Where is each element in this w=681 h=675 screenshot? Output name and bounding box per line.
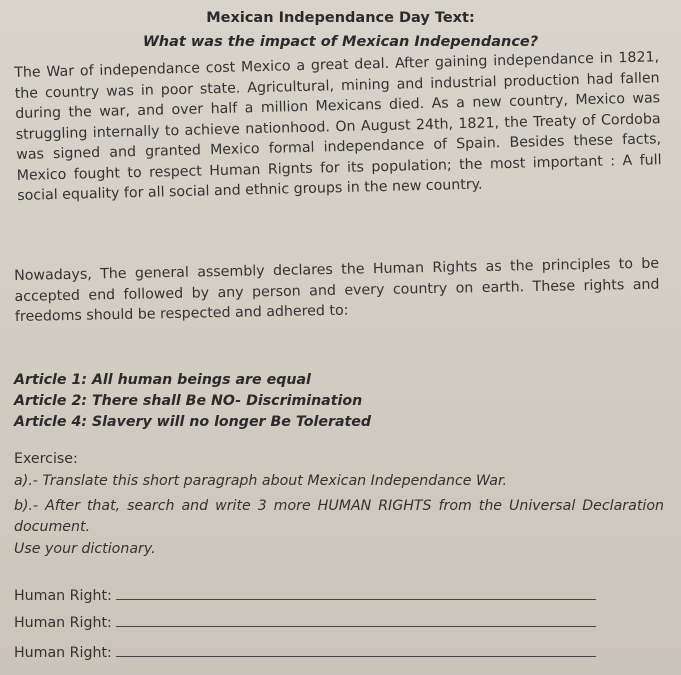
article-4: Article 4: Slavery will no longer Be Tolerated: [14, 414, 372, 430]
answer-blank-line[interactable]: [116, 625, 596, 627]
human-right-label: Human Right:: [14, 588, 112, 604]
human-right-row: [14, 588, 596, 604]
human-right-label: Human Right:: [14, 645, 112, 661]
paragraph-human-rights: Nowadays, The general assembly declares the Human Rights as the principles to be accepted end followed by any person and every country on earth. These rights and freedoms should be respected and adhered to:: [14, 255, 660, 325]
article-1: Article 1: All human beings are equal: [14, 372, 311, 388]
paragraph-history: The War of independance cost Mexico a great deal. After gaining independance in 1821, the country was in poor state. Agricultural, mining and industrial production had fallen during the war, and over half a million Mexicans died. As a new country, Mexico was struggling internally to achieve nationhood. On August 24th, 1821, the Treaty of Cordoba was signed and granted Mexico formal independance of Spain. Besides these facts, Mexico fought to respect Human Rignts for its population; the most important : A full social equality for all social and ethnic groups in the new country.: [14, 49, 662, 204]
exercise-heading: Exercise:: [14, 451, 78, 467]
worksheet-title: Mexican Independance Day Text:: [206, 10, 475, 26]
exercise-item-c: Use your dictionary.: [14, 541, 156, 557]
human-right-row: [14, 645, 596, 661]
answer-blank-line[interactable]: [116, 598, 596, 600]
human-right-label: Human Right:: [14, 615, 112, 631]
answer-blank-line[interactable]: [116, 655, 596, 657]
article-2: Article 2: There shall Be NO- Discrimination: [14, 393, 363, 409]
exercise-item-b: b).- After that, search and write 3 more HUMAN RIGHTS from the Universal Declaration document.: [14, 498, 664, 535]
human-right-row: [14, 615, 596, 631]
worksheet-question: What was the impact of Mexican Independance?: [142, 34, 539, 50]
exercise-item-a: a).- Translate this short paragraph about Mexican Independance War.: [14, 473, 508, 489]
